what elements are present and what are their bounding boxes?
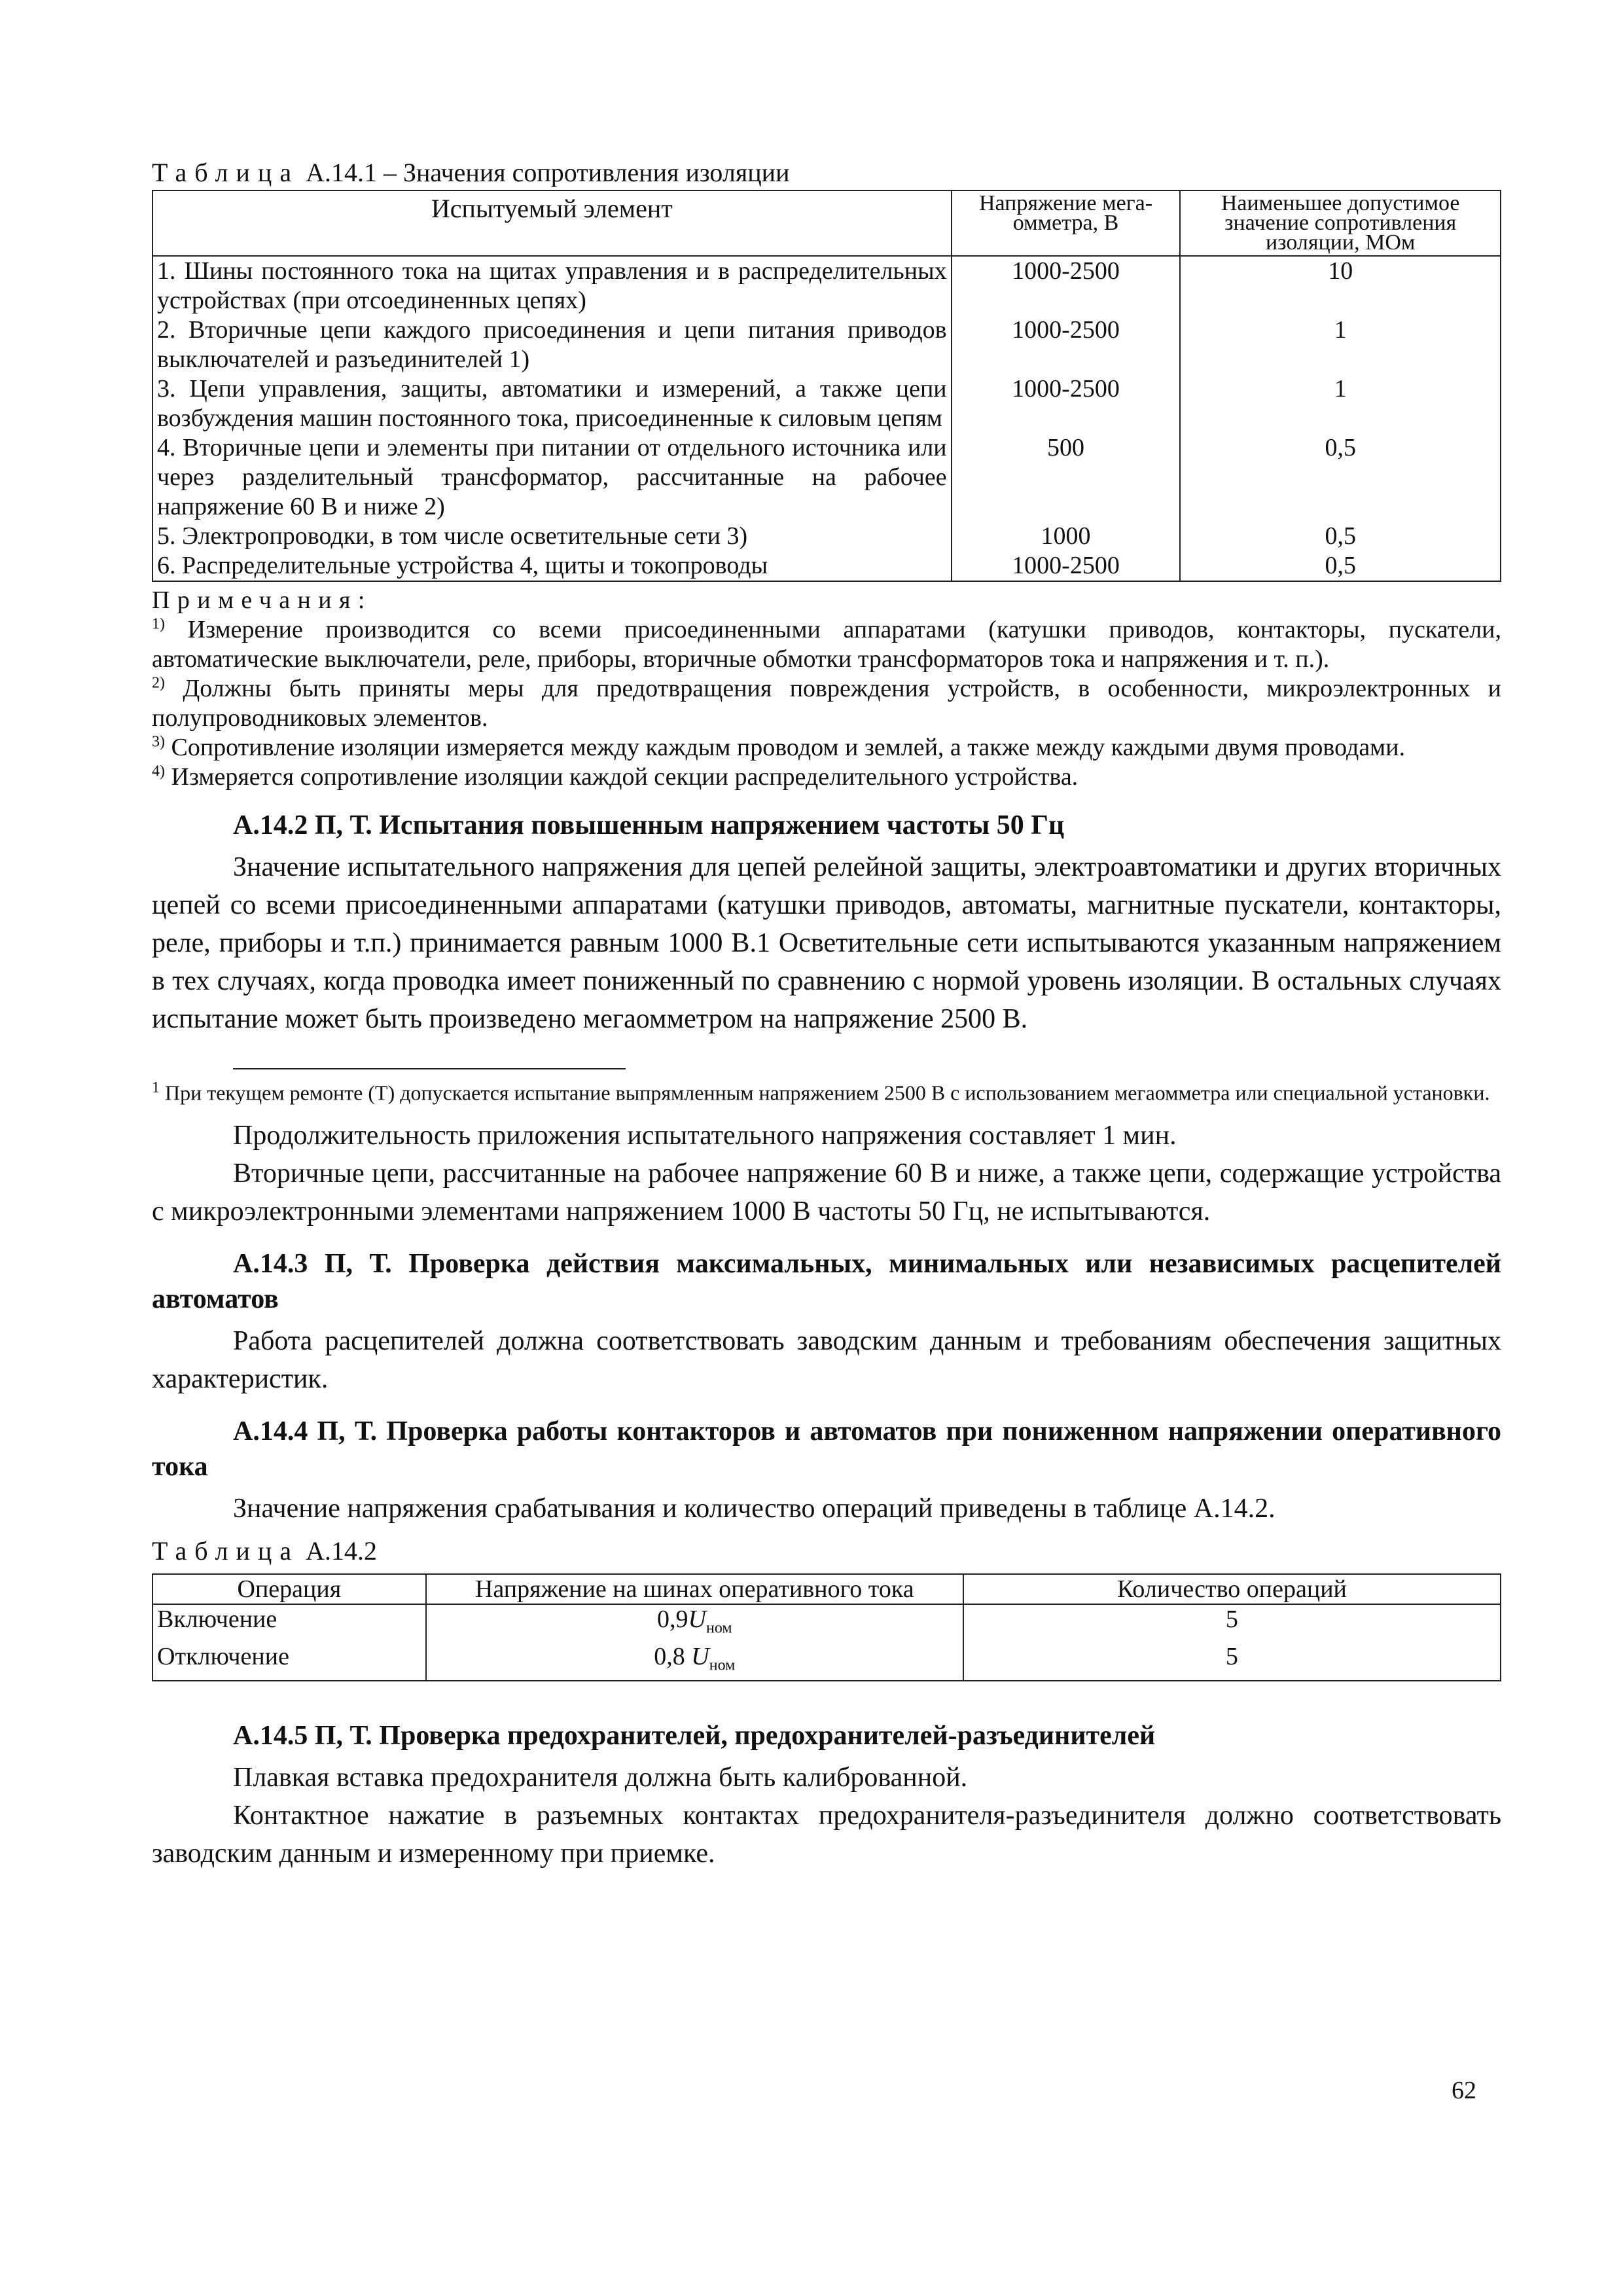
table-row: 4. Вторичные цепи и элементы при питании от отдельного источника или через разделительный трансформатор, рассчитанные на рабочее напряжение 60 В и ниже 2) 500 0,5 [152, 433, 1501, 522]
paragraph: Значение испытательного напряжения для цепей релейной защиты, электроавтоматики и других вторичных цепей со всеми присоединенными аппаратами (катушки приводов, автоматы, магнитные пускатели, контакторы, реле, приборы и т.п.) принимается равным 1000 В.1 Осветительные сети испытываются указанным напряжением в тех случаях, когда проводка имеет пониженный по сравнению с нормой уровень изоляции. В остальных случаях испытание может быть произведено мегаомметром на напряжение 2500 В. [152, 852, 1501, 1034]
paragraph: Вторичные цепи, рассчитанные на рабочее напряжение 60 В и ниже, а также цепи, содержащие устройства с микроэлектронными элементами напряжением 1000 В частоты 50 Гц, не испытываются. [152, 1158, 1501, 1227]
section-heading-a14-2: А.14.2 П, Т. Испытания повышенным напряжением частоты 50 Гц [233, 810, 1065, 840]
header-operation-count: Количество операций [963, 1574, 1501, 1604]
header-resistance: Наименьшее допустимое значение сопротивления изоляции, МОм [1180, 190, 1501, 256]
table2-caption: Таблица А.14.2 [152, 1535, 377, 1566]
table-row: 2. Вторичные цепи каждого присоединения и цепи питания приводов выключателей и разъединителей 1) 1000-2500 1 [152, 315, 1501, 374]
section-heading-a14-3: А.14.3 П, Т. Проверка действия максимальных, минимальных или независимых расцепителей автоматов [152, 1248, 1501, 1314]
table-notes [152, 586, 1501, 792]
footnote-separator [233, 1068, 626, 1069]
table-row: 5. Электропроводки, в том числе осветительные сети 3) 1000 0,5 [152, 522, 1501, 551]
table-row: 1. Шины постоянного тока на щитах управления и в распределительных устройствах (при отсоединенных цепях) 1000-2500 10 [152, 256, 1501, 315]
table-row: 6. Распределительные устройства 4, щиты и токопроводы 1000-2500 0,5 [152, 551, 1501, 581]
note-item: $^{3)}$ Сопротивление изоляции измеряется между каждым проводом и землей, а также между каждыми двумя проводами. [152, 733, 1406, 761]
section-heading-a14-4: А.14.4 П, Т. Проверка работы контакторов и автоматов при пониженном напряжении оперативного тока [152, 1416, 1501, 1482]
insulation-resistance-table [152, 190, 1501, 582]
table-header-row [152, 190, 1501, 256]
notes-title: Примечания: [152, 586, 372, 614]
table1-caption: Таблица А.14.1 – Значения сопротивления изоляции [152, 158, 790, 187]
header-bus-voltage: Напряжение на шинах оперативного тока [426, 1574, 963, 1604]
paragraph: Работа расцепителей должна соответствовать заводским данным и требованиям обеспечения защитных характеристик. [152, 1325, 1501, 1394]
table-row: Включение $0,9U_{ном}$ 5 [152, 1604, 1501, 1643]
header-element: Испытуемый элемент [152, 190, 952, 256]
page-number: 62 [1452, 2077, 1476, 2104]
note-item: $^{1)}$ Измерение производится со всеми присоединенными аппаратами (катушки приводов, контакторы, пускатели, автоматические выключатели, реле, приборы, вторичные обмотки трансформаторов тока и напряжения и т. п.). [152, 615, 1501, 673]
paragraph: Продолжительность приложения испытательного напряжения составляет 1 мин. [233, 1120, 1177, 1151]
footnote: $^1$ При текущем ремонте (Т) допускается испытание выпрямленным напряжением 2500 В с использованием мегаомметра или специальной установки. [152, 1079, 1490, 1105]
header-voltage: Напряжение мега-омметра, В [952, 190, 1181, 256]
header-operation: Операция [152, 1574, 426, 1604]
table-row: 3. Цепи управления, защиты, автоматики и измерений, а также цепи возбуждения машин постоянного тока, присоединенные к силовым цепям 1000-2500 1 [152, 374, 1501, 433]
paragraph: Значение напряжения срабатывания и количество операций приведены в таблице А.14.2. [233, 1493, 1275, 1524]
section-heading-a14-5: А.14.5 П, Т. Проверка предохранителей, предохранителей-разъединителей [233, 1720, 1156, 1751]
note-item: $^{4)}$ Измеряется сопротивление изоляции каждой секции распределительного устройства. [152, 762, 1079, 791]
document-page [152, 156, 1501, 1873]
paragraph: Контактное нажатие в разъемных контактах предохранителя-разъединителя должно соответствовать заводским данным и измеренному при приемке. [152, 1800, 1501, 1869]
table-row: Отключение 0,8 $U_{ном}$ 5 [152, 1642, 1501, 1681]
note-item: $^{2)}$ Должны быть приняты меры для предотвращения повреждения устройств, в особенности, микроэлектронных и полупроводниковых элементов. [152, 674, 1501, 732]
operations-table [152, 1573, 1501, 1681]
paragraph: Плавкая вставка предохранителя должна быть калиброванной. [233, 1762, 968, 1793]
table-header-row [152, 1574, 1501, 1604]
